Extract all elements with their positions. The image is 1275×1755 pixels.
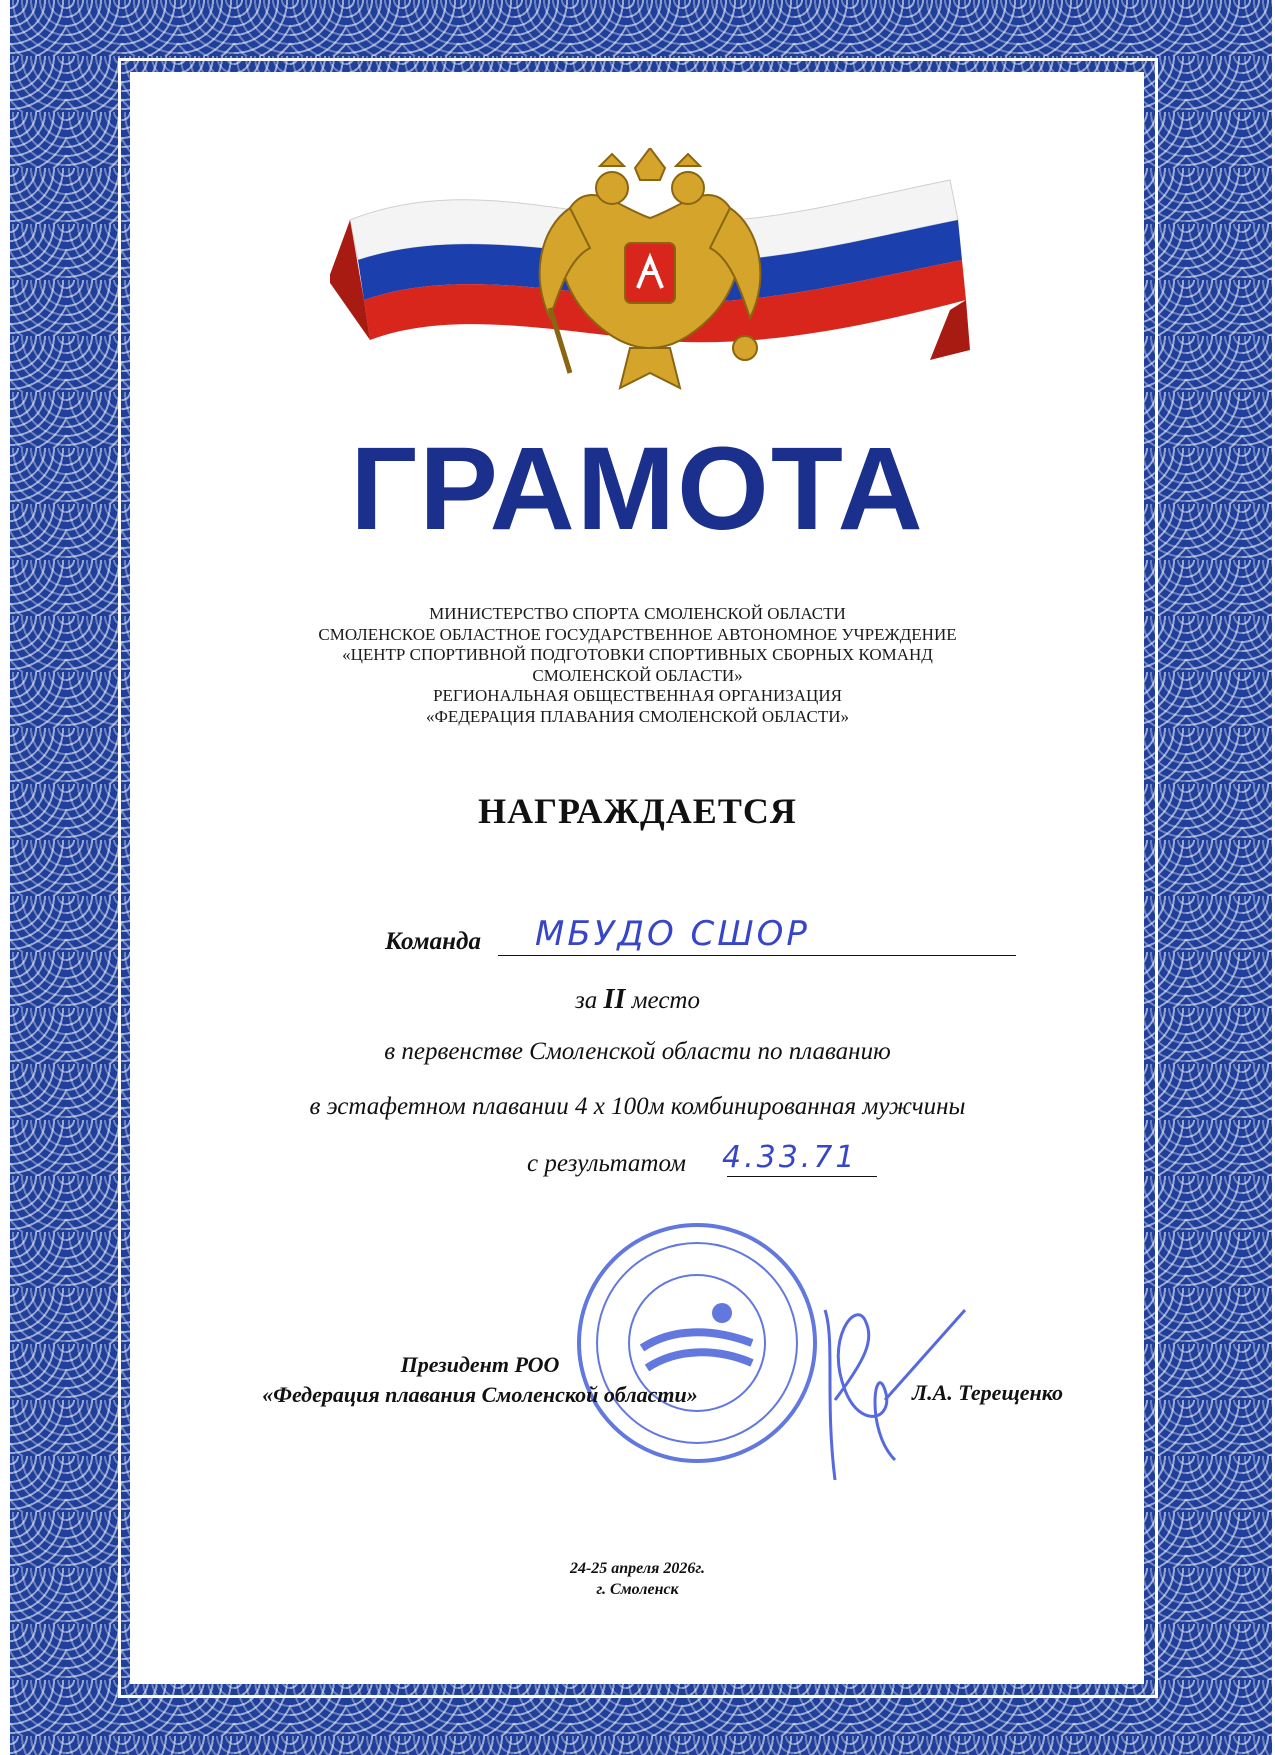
team-label: Команда [385,928,481,955]
date-block [0,1558,1275,1600]
org-line: СМОЛЕНСКОЙ ОБЛАСТИ» [532,665,743,685]
signer-name: Л.А. Терещенко [912,1380,1064,1405]
competition-line: в первенстве Смоленской области по плаванию [384,1038,891,1065]
event-line: в эстафетном плавании 4 х 100м комбинированная мужчины [309,1093,966,1120]
org-line: «ЦЕНТР СПОРТИВНОЙ ПОДГОТОВКИ СПОРТИВНЫХ СБОРНЫХ КОМАНД [342,645,933,664]
team-row [385,914,1025,958]
certificate-title: ГРАМОТА [350,423,925,555]
emblem [330,160,970,420]
result-handwritten: 4.33.71 [722,1140,858,1175]
president-line-2: «Федерация плавания Смоленской области» [262,1382,698,1407]
place-line [0,984,1275,1016]
result-underline [727,1176,877,1177]
place-value: II [603,984,626,1015]
org-line: МИНИСТЕРСТВО СПОРТА СМОЛЕНСКОЙ ОБЛАСТИ [429,604,846,623]
awarded-heading: НАГРАЖДАЕТСЯ [478,791,797,831]
event-city: г. Смоленск [596,1581,679,1598]
result-row [527,1140,907,1180]
org-line: РЕГИОНАЛЬНАЯ ОБЩЕСТВЕННАЯ ОРГАНИЗАЦИЯ [433,686,842,705]
double-headed-eagle-icon [530,148,770,398]
team-underline [498,955,1016,956]
president-line-1: Президент РОО [400,1352,560,1377]
event-date: 24-25 апреля 2026г. [569,1560,706,1577]
place-prefix: за [575,987,598,1014]
place-suffix: место [631,987,700,1014]
president-title [220,1350,740,1410]
org-line: СМОЛЕНСКОЕ ОБЛАСТНОЕ ГОСУДАРСТВЕННОЕ АВТОНОМНОЕ УЧРЕЖДЕНИЕ [318,624,957,644]
org-line: «ФЕДЕРАЦИЯ ПЛАВАНИЯ СМОЛЕНСКОЙ ОБЛАСТИ» [426,706,849,726]
team-name-handwritten: МБУДО СШОР [535,914,810,954]
result-label: с результатом [527,1150,686,1177]
round-seal-icon [572,1218,822,1468]
issuing-organizations [0,604,1275,727]
